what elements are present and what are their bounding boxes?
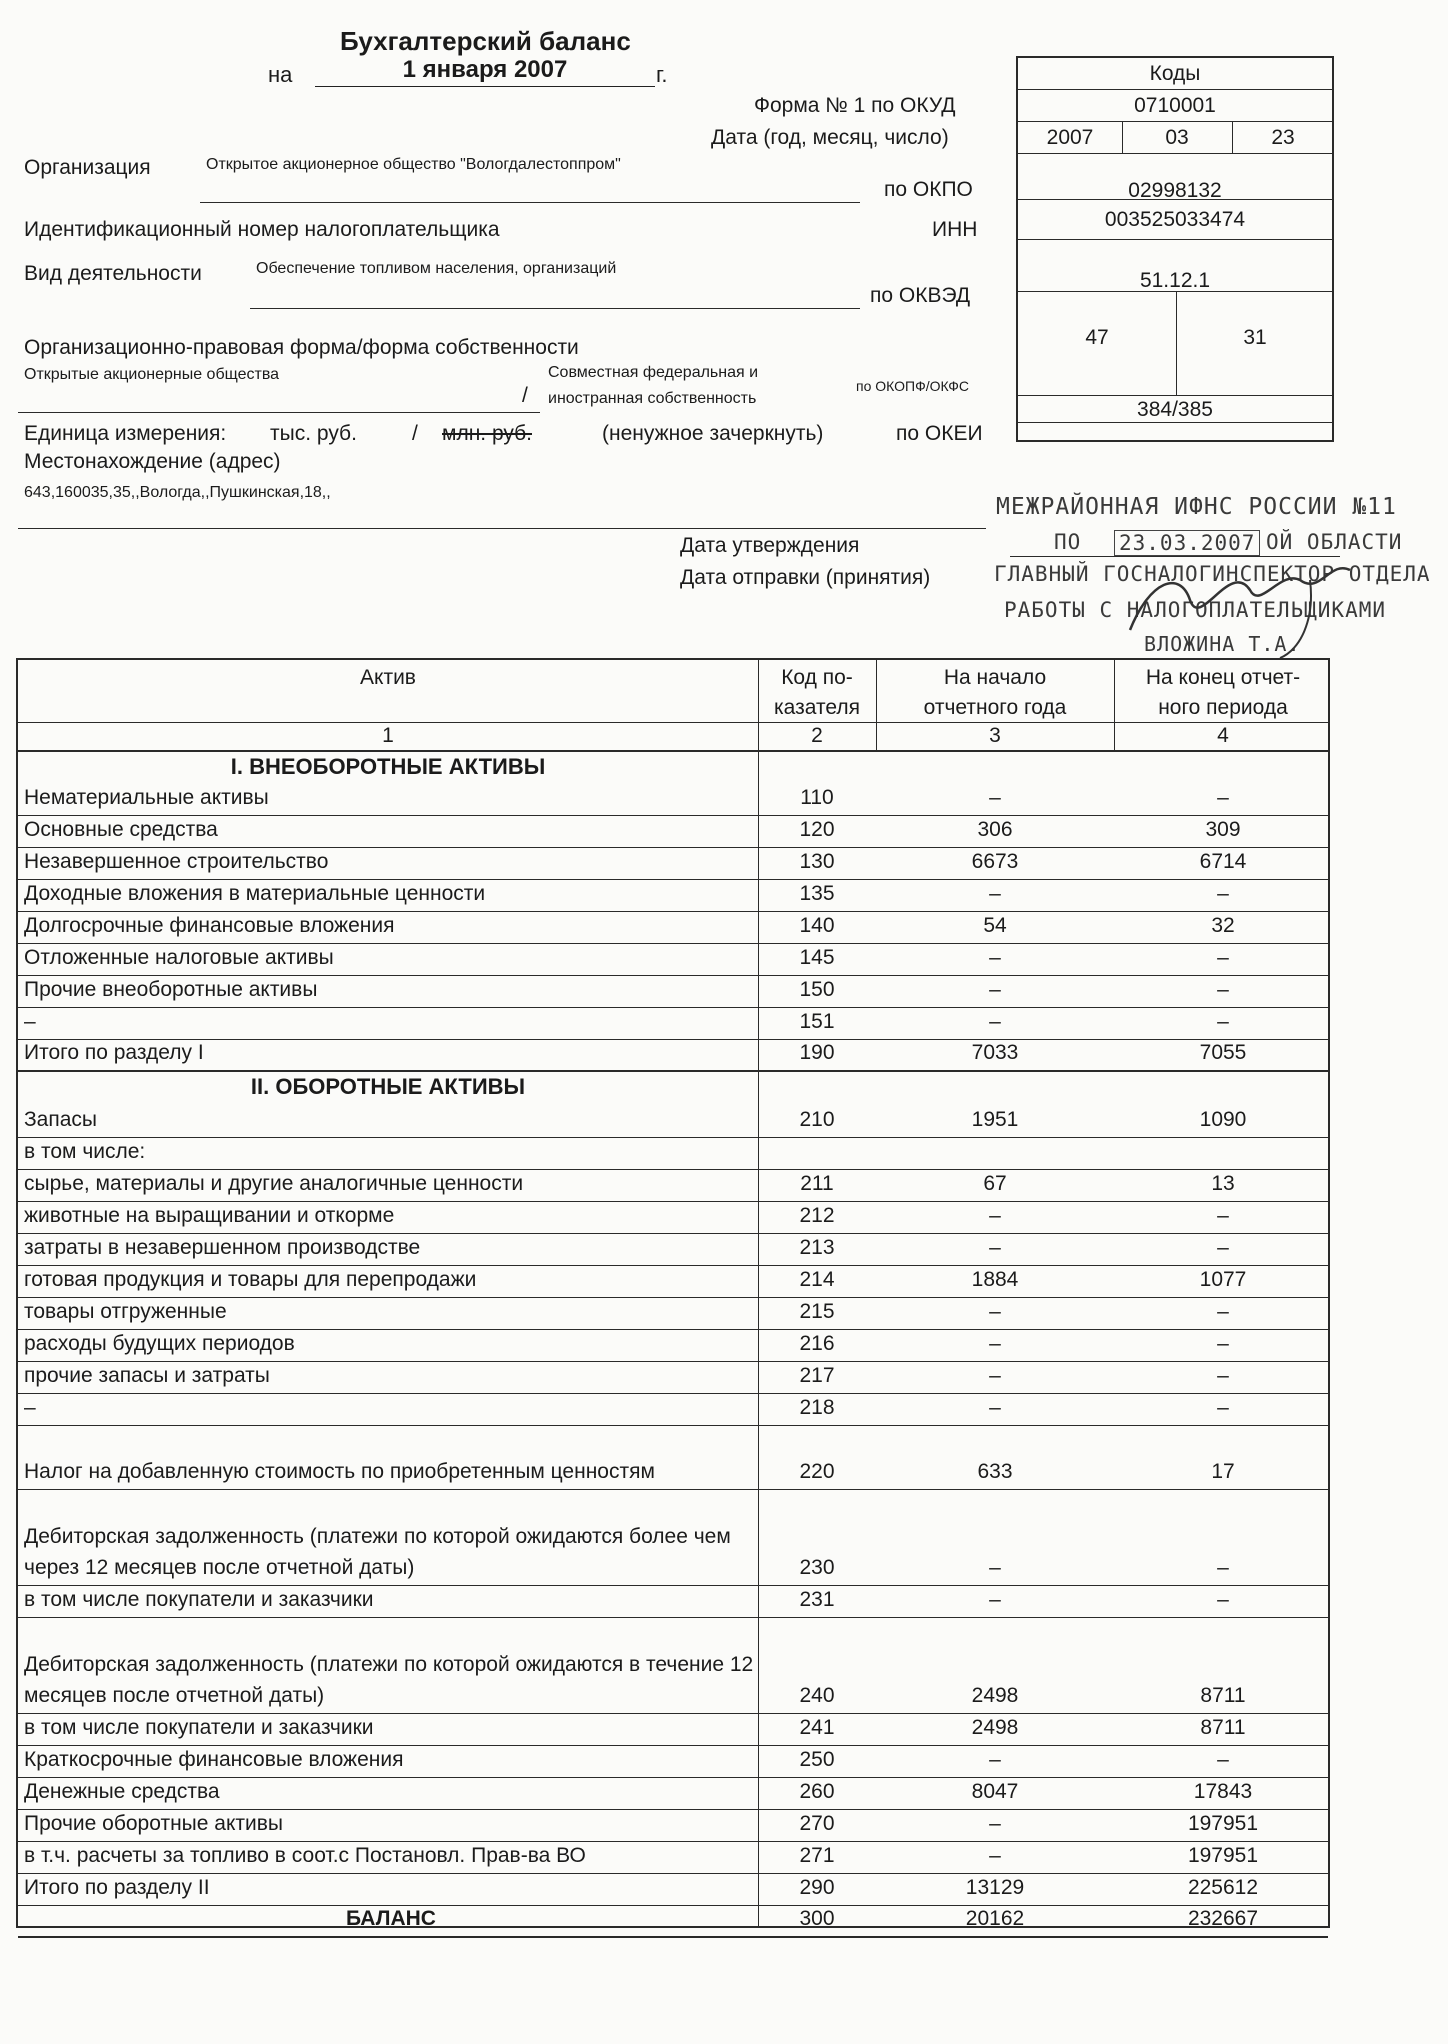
- year-suffix: г.: [656, 62, 668, 87]
- row-code: 260: [799, 1780, 835, 1803]
- row-code: 230: [799, 1556, 835, 1579]
- row-end-value: 17: [1211, 1460, 1235, 1483]
- row-code: 220: [799, 1460, 835, 1483]
- row-end-value: 8711: [1200, 1716, 1246, 1739]
- row-start-value: –: [989, 786, 1001, 809]
- table-row: [18, 1586, 1328, 1618]
- row-code: 214: [799, 1268, 835, 1291]
- row-name: Дебиторская задолженность (платежи по которой ожидаются более чем через 12 месяцев после отчетной даты): [24, 1525, 731, 1579]
- tax-stamp-line4: РАБОТЫ С НАЛОГОПЛАТЕЛЬЩИКАМИ: [1004, 598, 1387, 622]
- okopf-code: 47: [1085, 326, 1109, 349]
- unit-label: Единица измерения:: [24, 422, 227, 445]
- table-row: [18, 1490, 1328, 1586]
- col-header-end-l1: На конец отчет-: [1145, 666, 1301, 689]
- row-code: 130: [799, 850, 835, 873]
- col-header-code-l1: Код по-: [781, 666, 853, 689]
- row-start-value: –: [989, 1748, 1001, 1771]
- row-name: Дебиторская задолженность (платежи по которой ожидаются в течение 12 месяцев после отчетной даты): [24, 1653, 754, 1707]
- row-code: 216: [799, 1332, 835, 1355]
- row-name: расходы будущих периодов: [24, 1332, 295, 1355]
- row-start-value: 306: [977, 818, 1013, 841]
- table-row: [18, 1426, 1328, 1490]
- table-row: [18, 1008, 1328, 1040]
- row-code: 231: [799, 1588, 835, 1611]
- row-name: в т.ч. расчеты за топливо в соот.с Постановл. Прав-ва ВО: [24, 1844, 586, 1867]
- row-name: животные на выращивании и откорме: [24, 1204, 395, 1227]
- legal-form-underline: [18, 412, 540, 413]
- row-name: БАЛАНС: [346, 1907, 436, 1930]
- row-code: 241: [799, 1716, 835, 1739]
- tax-stamp-region: ОЙ ОБЛАСТИ: [1266, 530, 1403, 554]
- row-end-value: 8711: [1200, 1684, 1246, 1707]
- row-end-value: –: [1217, 1364, 1229, 1387]
- col-header-start-l2: отчетного года: [923, 696, 1067, 719]
- legal-form-slash: /: [522, 384, 528, 407]
- row-end-value: –: [1217, 1236, 1229, 1259]
- okud-code: 0710001: [1018, 90, 1332, 122]
- row-code: 218: [799, 1396, 835, 1419]
- row-start-value: 1951: [971, 1108, 1019, 1131]
- row-name: Денежные средства: [24, 1780, 220, 1803]
- table-row: [18, 1330, 1328, 1362]
- row-start-value: 633: [977, 1460, 1013, 1483]
- row-end-value: –: [1217, 1396, 1229, 1419]
- tax-stamp-line1: МЕЖРАЙОННАЯ ИФНС РОССИИ №11: [996, 494, 1397, 520]
- unit-million-struck: млн. руб.: [442, 422, 532, 445]
- table-row: [18, 1810, 1328, 1842]
- row-name: Итого по разделу I: [24, 1041, 204, 1064]
- tax-stamp-line3: ГЛАВНЫЙ ГОСНАЛОГИНСПЕКТОР ОТДЕЛА: [994, 562, 1431, 586]
- row-code: 110: [800, 786, 834, 809]
- table-row: [18, 1778, 1328, 1810]
- organization-underline: [200, 202, 860, 203]
- row-start-value: –: [989, 882, 1001, 905]
- row-start-value: 54: [983, 914, 1007, 937]
- row-end-value: –: [1217, 1300, 1229, 1323]
- codes-title: Коды: [1018, 58, 1332, 90]
- row-code: 212: [799, 1204, 835, 1227]
- inn-code: 003525033474: [1018, 200, 1332, 240]
- row-end-value: 1077: [1199, 1268, 1247, 1291]
- row-name: Доходные вложения в материальные ценности: [24, 882, 486, 905]
- row-end-value: 6714: [1199, 850, 1247, 873]
- row-name: –: [24, 1010, 36, 1033]
- row-end-value: 225612: [1187, 1876, 1259, 1899]
- row-end-value: 197951: [1187, 1844, 1259, 1867]
- row-name: товары отгруженные: [24, 1300, 227, 1323]
- row-name: Краткосрочные финансовые вложения: [24, 1748, 404, 1771]
- row-end-value: –: [1217, 1332, 1229, 1355]
- date-month: 03: [1165, 126, 1189, 149]
- legal-form-label: Организационно-правовая форма/форма собственности: [24, 336, 579, 359]
- okei-label: по ОКЕИ: [896, 422, 983, 445]
- row-code: 300: [799, 1907, 835, 1930]
- row-end-value: 309: [1205, 818, 1241, 841]
- row-name: Незавершенное строительство: [24, 850, 329, 873]
- row-code: 240: [799, 1684, 835, 1707]
- table-row: [18, 1266, 1328, 1298]
- row-code: 150: [799, 978, 835, 1001]
- row-name: Прочие внеоборотные активы: [24, 978, 318, 1001]
- row-code: 151: [799, 1010, 835, 1033]
- row-start-value: –: [989, 946, 1001, 969]
- address-value: 643,160035,35,,Вологда,,Пушкинская,18,,: [24, 484, 331, 501]
- unit-note: (ненужное зачеркнуть): [602, 422, 824, 445]
- row-start-value: 20162: [965, 1907, 1025, 1930]
- row-code: 120: [799, 818, 835, 841]
- activity-value: Обеспечение топливом населения, организаций: [256, 260, 617, 277]
- table-row: [18, 1874, 1328, 1906]
- row-end-value: –: [1217, 1010, 1229, 1033]
- row-name: Налог на добавленную стоимость по приобретенным ценностям: [24, 1460, 655, 1483]
- row-name: Долгосрочные финансовые вложения: [24, 914, 395, 937]
- row-start-value: –: [989, 1236, 1001, 1259]
- date-label: Дата (год, месяц, число): [711, 126, 949, 149]
- table-row: [18, 1298, 1328, 1330]
- col-header-start-l1: На начало: [943, 666, 1047, 689]
- row-start-value: –: [989, 1364, 1001, 1387]
- tax-stamp-line5: ВЛОЖИНА Т.А.: [1144, 632, 1301, 656]
- row-name: Основные средства: [24, 818, 218, 841]
- col-number-4: 4: [1217, 724, 1229, 747]
- ownership-line2: иностранная собственность: [548, 390, 757, 407]
- row-code: 217: [799, 1364, 835, 1387]
- activity-label: Вид деятельности: [24, 262, 202, 285]
- row-code: 145: [799, 946, 835, 969]
- col-header-code-l2: казателя: [774, 696, 860, 719]
- table-row: [18, 976, 1328, 1008]
- unit-slash: /: [412, 422, 418, 445]
- row-name: Отложенные налоговые активы: [24, 946, 334, 969]
- section-2-title: II. ОБОРОТНЫЕ АКТИВЫ: [250, 1074, 526, 1099]
- row-start-value: –: [989, 1300, 1001, 1323]
- okud-label: Форма № 1 по ОКУД: [754, 94, 956, 117]
- address-label: Местонахождение (адрес): [24, 450, 281, 473]
- row-start-value: 7033: [971, 1041, 1019, 1064]
- okopf-label: по ОКОПФ/ОКФС: [856, 378, 969, 394]
- row-start-value: –: [989, 1396, 1001, 1419]
- date-code-row: [1018, 122, 1332, 154]
- address-underline: [18, 528, 986, 529]
- row-start-value: –: [989, 1812, 1001, 1835]
- col-number-2: 2: [811, 724, 823, 747]
- okved-code: 51.12.1: [1018, 240, 1332, 292]
- table-row: [18, 1170, 1328, 1202]
- organization-label: Организация: [24, 156, 151, 179]
- col-number-1: 1: [382, 724, 394, 747]
- table-row: [18, 1906, 1328, 1938]
- row-end-value: –: [1217, 1204, 1229, 1227]
- row-name: Запасы: [24, 1108, 98, 1131]
- section-1-title: I. ВНЕОБОРОТНЫЕ АКТИВЫ: [230, 754, 546, 779]
- row-start-value: –: [989, 978, 1001, 1001]
- table-row: [18, 782, 1328, 816]
- table-row: [18, 848, 1328, 880]
- row-start-value: 2498: [971, 1716, 1019, 1739]
- row-end-value: –: [1217, 882, 1229, 905]
- row-end-value: 17843: [1193, 1780, 1253, 1803]
- row-start-value: –: [989, 1204, 1001, 1227]
- row-start-value: –: [989, 1844, 1001, 1867]
- tax-stamp-date: 23.03.2007: [1114, 530, 1260, 556]
- row-start-value: –: [989, 1556, 1001, 1579]
- row-code: 140: [799, 914, 835, 937]
- row-end-value: 7055: [1199, 1041, 1247, 1064]
- date-year: 2007: [1046, 126, 1094, 149]
- table-row: [18, 1072, 1328, 1138]
- row-start-value: 67: [983, 1172, 1007, 1195]
- table-row: [18, 1040, 1328, 1072]
- row-code: 190: [799, 1041, 835, 1064]
- row-end-value: 32: [1211, 914, 1235, 937]
- row-name: Прочие оборотные активы: [24, 1812, 283, 1835]
- table-row: [18, 1202, 1328, 1234]
- organization-value: Открытое акционерное общество "Вологдалестоппром": [206, 156, 621, 173]
- row-end-value: –: [1217, 786, 1229, 809]
- row-start-value: –: [989, 1588, 1001, 1611]
- row-name: сырье, материалы и другие аналогичные ценности: [24, 1172, 524, 1195]
- okved-label: по ОКВЭД: [870, 284, 971, 307]
- tax-stamp-po: ПО: [1054, 530, 1082, 554]
- row-name: Нематериальные активы: [24, 786, 269, 809]
- row-name: в том числе покупатели и заказчики: [24, 1588, 374, 1611]
- row-start-value: 1884: [971, 1268, 1019, 1291]
- row-code: 290: [799, 1876, 835, 1899]
- table-row: [18, 944, 1328, 976]
- row-name: в том числе покупатели и заказчики: [24, 1716, 374, 1739]
- row-start-value: 2498: [971, 1684, 1019, 1707]
- row-code: 271: [799, 1844, 835, 1867]
- table-row: [18, 880, 1328, 912]
- activity-underline: [250, 308, 860, 309]
- row-end-value: 13: [1211, 1172, 1235, 1195]
- col-header-asset: Актив: [360, 666, 416, 689]
- ownership-line1: Совместная федеральная и: [548, 364, 759, 381]
- row-name: готовая продукция и товары для перепродажи: [24, 1268, 477, 1291]
- col-number-3: 3: [989, 724, 1001, 747]
- row-end-value: 197951: [1187, 1812, 1259, 1835]
- date-prefix: на: [268, 62, 293, 87]
- row-start-value: 13129: [965, 1876, 1025, 1899]
- row-name: затраты в незавершенном производстве: [24, 1236, 421, 1259]
- codes-box: [1016, 56, 1334, 442]
- row-start-value: –: [989, 1010, 1001, 1033]
- okopf-okfs-row: [1018, 292, 1332, 396]
- inn-full-label: Идентификационный номер налогоплательщика: [24, 218, 500, 241]
- balance-table: [16, 658, 1330, 1928]
- row-name: прочие запасы и затраты: [24, 1364, 270, 1387]
- row-code: 250: [799, 1748, 835, 1771]
- okfs-code: 31: [1243, 326, 1267, 349]
- inspector-signature: [1110, 540, 1360, 660]
- date-day: 23: [1271, 126, 1295, 149]
- row-name: Итого по разделу II: [24, 1876, 210, 1899]
- row-end-value: –: [1217, 978, 1229, 1001]
- row-end-value: –: [1217, 1588, 1229, 1611]
- inn-label: ИНН: [932, 218, 978, 241]
- row-end-value: 232667: [1187, 1907, 1259, 1930]
- send-date-label: Дата отправки (принятия): [680, 566, 931, 589]
- form-title: Бухгалтерский баланс: [340, 26, 631, 56]
- row-code: 211: [800, 1172, 834, 1195]
- table-row: [18, 1394, 1328, 1426]
- row-start-value: 6673: [971, 850, 1019, 873]
- legal-form-value: Открытые акционерные общества: [24, 366, 280, 383]
- row-end-value: –: [1217, 1556, 1229, 1579]
- row-code: 135: [799, 882, 835, 905]
- table-row: [18, 1362, 1328, 1394]
- table-row: [18, 1618, 1328, 1714]
- row-start-value: 8047: [971, 1780, 1019, 1803]
- row-code: 215: [799, 1300, 835, 1323]
- table-row: [18, 1714, 1328, 1746]
- report-date: 1 января 2007: [315, 56, 655, 87]
- row-name: –: [24, 1396, 36, 1419]
- row-end-value: –: [1217, 1748, 1229, 1771]
- row-start-value: –: [989, 1332, 1001, 1355]
- okei-code: 384/385: [1137, 398, 1213, 421]
- table-row: [18, 1138, 1328, 1170]
- okpo-code: 02998132: [1018, 154, 1332, 200]
- row-code: 213: [799, 1236, 835, 1259]
- approval-date-label: Дата утверждения: [680, 534, 860, 557]
- okpo-label: по ОКПО: [884, 178, 973, 201]
- unit-thousand: тыс. руб.: [270, 422, 357, 445]
- table-row: [18, 1234, 1328, 1266]
- table-row: [18, 1842, 1328, 1874]
- row-end-value: –: [1217, 946, 1229, 969]
- table-row: [18, 912, 1328, 944]
- row-end-value: 1090: [1199, 1108, 1247, 1131]
- row-code: 210: [799, 1108, 835, 1131]
- table-row: [18, 1746, 1328, 1778]
- row-name: в том числе:: [24, 1140, 146, 1163]
- row-code: 270: [799, 1812, 835, 1835]
- table-row: [18, 816, 1328, 848]
- col-header-end-l2: ного периода: [1158, 696, 1288, 719]
